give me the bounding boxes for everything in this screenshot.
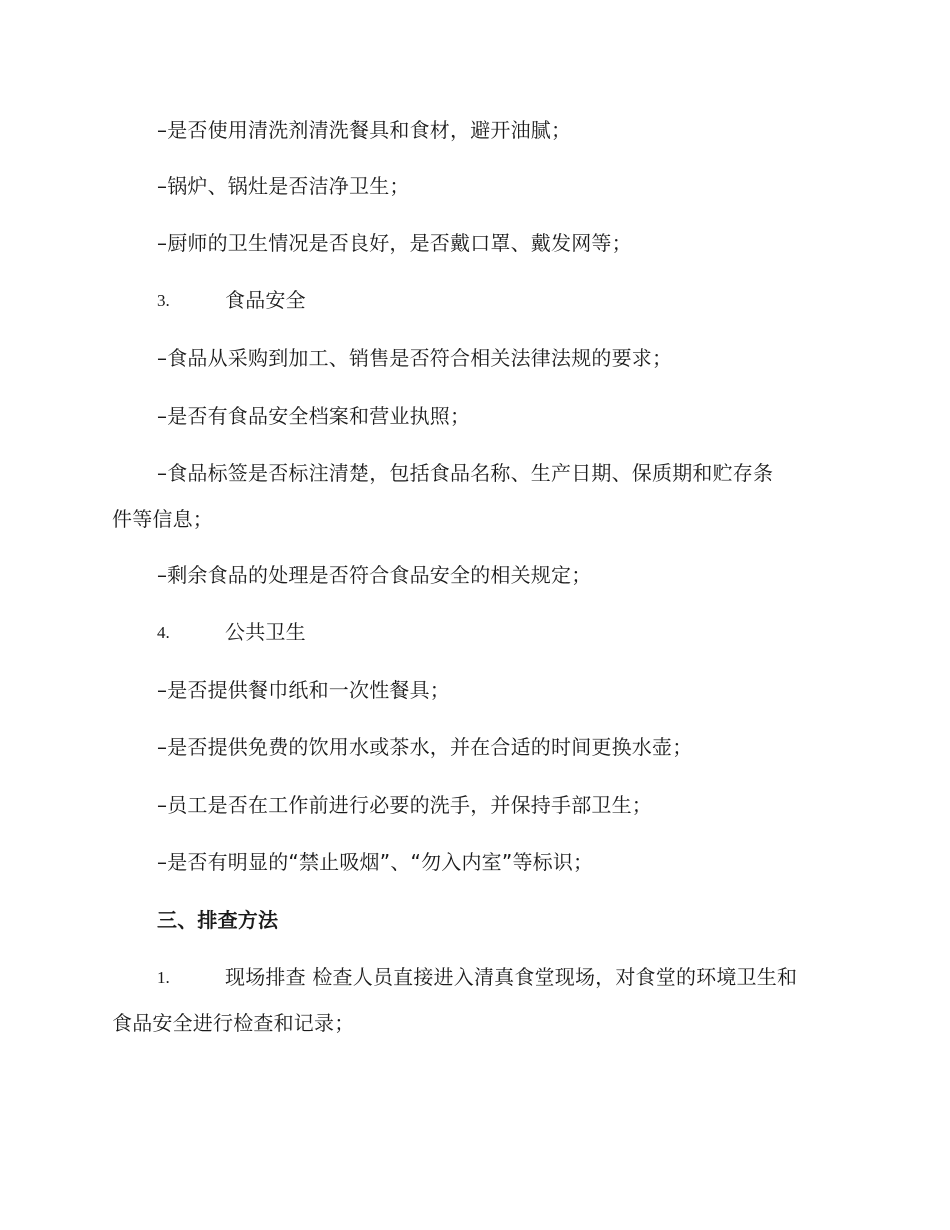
section-number-3: 3.	[157, 291, 170, 310]
bullet-item-handwashing: –员工是否在工作前进行必要的洗手，并保持手部卫生；	[157, 793, 652, 817]
bullet-item-labels-continued: 件等信息；	[112, 507, 213, 531]
bullet-item-procurement: –食品从采购到加工、销售是否符合相关法律法规的要求；	[157, 346, 673, 370]
section-title-food-safety: 食品安全	[225, 288, 306, 312]
bullet-item-chef-hygiene: –厨师的卫生情况是否良好，是否戴口罩、戴发网等；	[157, 231, 632, 255]
bullet-item-detergent: –是否使用清洗剂清洗餐具和食材，避开油腻；	[157, 118, 572, 142]
method-item-onsite-continued: 食品安全进行检查和记录；	[112, 1011, 355, 1035]
bullet-item-leftovers: –剩余食品的处理是否符合食品安全的相关规定；	[157, 563, 592, 587]
section-title-public-hygiene: 公共卫生	[225, 620, 306, 644]
bullet-item-license: –是否有食品安全档案和营业执照；	[157, 404, 471, 428]
bullet-item-boiler: –锅炉、锅灶是否洁净卫生；	[157, 174, 410, 198]
bullet-item-signage: –是否有明显的“禁止吸烟”、“勿入内室”等标识；	[157, 850, 594, 874]
method-item-onsite: 现场排查 检查人员直接进入清真食堂现场，对食堂的环境卫生和	[225, 965, 798, 989]
section-heading-inspection-methods: 三、排查方法	[157, 908, 279, 932]
bullet-item-napkins: –是否提供餐巾纸和一次性餐具；	[157, 678, 450, 702]
section-number-4: 4.	[157, 623, 170, 642]
method-number-1: 1.	[157, 968, 170, 987]
bullet-item-drinking-water: –是否提供免费的饮用水或茶水，并在合适的时间更换水壶；	[157, 735, 693, 759]
bullet-item-labels: –食品标签是否标注清楚，包括食品名称、生产日期、保质期和贮存条	[157, 461, 774, 485]
